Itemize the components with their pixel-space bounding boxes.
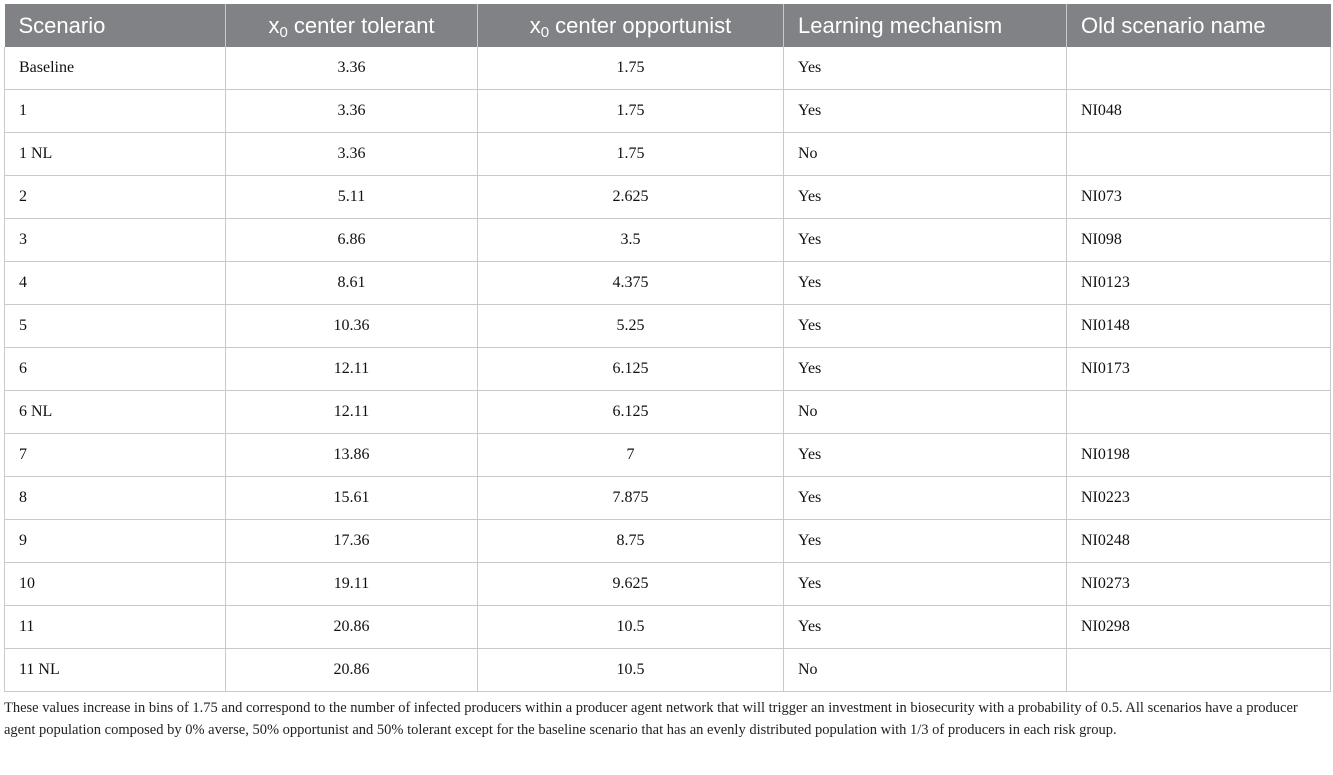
- cell-x0-center-opportunist: 1.75: [478, 133, 784, 176]
- cell-x0-center-tolerant: 6.86: [226, 219, 478, 262]
- cell-scenario: 11: [5, 606, 226, 649]
- cell-x0-center-tolerant: 10.36: [226, 305, 478, 348]
- header-old-scenario-name: Old scenario name: [1067, 4, 1331, 47]
- header-x0-opportunist-subscript: 0: [540, 23, 550, 41]
- cell-scenario: 3: [5, 219, 226, 262]
- cell-scenario: 6 NL: [5, 391, 226, 434]
- header-x0-opportunist-label: center opportunist: [549, 12, 732, 38]
- cell-x0-center-tolerant: 13.86: [226, 434, 478, 477]
- cell-learning-mechanism: Yes: [784, 47, 1067, 90]
- cell-scenario: 9: [5, 520, 226, 563]
- header-x0-center-tolerant: [226, 4, 478, 47]
- cell-old-scenario-name: [1067, 133, 1331, 176]
- cell-x0-center-opportunist: 1.75: [478, 90, 784, 133]
- cell-old-scenario-name: NI0298: [1067, 606, 1331, 649]
- cell-learning-mechanism: Yes: [784, 348, 1067, 391]
- table-row: [5, 434, 1331, 477]
- cell-old-scenario-name: NI0173: [1067, 348, 1331, 391]
- cell-x0-center-tolerant: 15.61: [226, 477, 478, 520]
- cell-x0-center-tolerant: 17.36: [226, 520, 478, 563]
- cell-old-scenario-name: NI0148: [1067, 305, 1331, 348]
- table-row: [5, 133, 1331, 176]
- cell-old-scenario-name: NI0223: [1067, 477, 1331, 520]
- table-body: [5, 47, 1331, 692]
- table-row: [5, 563, 1331, 606]
- header-x0-center-opportunist: [478, 4, 784, 47]
- cell-old-scenario-name: [1067, 47, 1331, 90]
- cell-x0-center-tolerant: 8.61: [226, 262, 478, 305]
- table-row: [5, 176, 1331, 219]
- cell-scenario: 1: [5, 90, 226, 133]
- cell-x0-center-tolerant: 19.11: [226, 563, 478, 606]
- cell-old-scenario-name: NI048: [1067, 90, 1331, 133]
- cell-learning-mechanism: No: [784, 391, 1067, 434]
- cell-learning-mechanism: Yes: [784, 434, 1067, 477]
- cell-x0-center-opportunist: 6.125: [478, 348, 784, 391]
- table-row: [5, 47, 1331, 90]
- cell-scenario: 2: [5, 176, 226, 219]
- table-row: [5, 90, 1331, 133]
- cell-x0-center-tolerant: 20.86: [226, 606, 478, 649]
- table-footnote: These values increase in bins of 1.75 and correspond to the number of infected producers within a producer agent network that will trigger an investment in biosecurity with a probability of 0.5. All scenarios have a producer agent population composed by 0% averse, 50% opportunist and 50% tolerant except for the baseline scenario that has an evenly distributed population with 1/3 of producers in each risk group.: [4, 700, 1298, 738]
- cell-old-scenario-name: NI0198: [1067, 434, 1331, 477]
- cell-scenario: 7: [5, 434, 226, 477]
- table-row: [5, 477, 1331, 520]
- cell-x0-center-opportunist: 2.625: [478, 176, 784, 219]
- cell-x0-center-opportunist: 4.375: [478, 262, 784, 305]
- table-row: [5, 520, 1331, 563]
- cell-x0-center-tolerant: 12.11: [226, 348, 478, 391]
- cell-learning-mechanism: Yes: [784, 563, 1067, 606]
- table-row: [5, 305, 1331, 348]
- header-x0-tolerant-label: center tolerant: [287, 12, 435, 38]
- cell-learning-mechanism: Yes: [784, 262, 1067, 305]
- cell-scenario: 10: [5, 563, 226, 606]
- cell-old-scenario-name: [1067, 649, 1331, 692]
- cell-scenario: 11 NL: [5, 649, 226, 692]
- cell-scenario: 1 NL: [5, 133, 226, 176]
- table-row: [5, 348, 1331, 391]
- cell-x0-center-opportunist: 7: [478, 434, 784, 477]
- cell-scenario: 6: [5, 348, 226, 391]
- cell-x0-center-tolerant: 3.36: [226, 47, 478, 90]
- cell-scenario: 4: [5, 262, 226, 305]
- cell-x0-center-tolerant: 3.36: [226, 90, 478, 133]
- table-container: [4, 4, 1330, 741]
- cell-x0-center-opportunist: 10.5: [478, 606, 784, 649]
- header-learning-mechanism: Learning mechanism: [784, 4, 1067, 47]
- cell-x0-center-opportunist: 1.75: [478, 47, 784, 90]
- cell-learning-mechanism: Yes: [784, 477, 1067, 520]
- cell-old-scenario-name: NI0248: [1067, 520, 1331, 563]
- table-row: [5, 649, 1331, 692]
- cell-x0-center-opportunist: 7.875: [478, 477, 784, 520]
- cell-learning-mechanism: Yes: [784, 90, 1067, 133]
- cell-learning-mechanism: No: [784, 649, 1067, 692]
- cell-learning-mechanism: Yes: [784, 520, 1067, 563]
- cell-x0-center-opportunist: 5.25: [478, 305, 784, 348]
- cell-x0-center-tolerant: 20.86: [226, 649, 478, 692]
- cell-x0-center-opportunist: 10.5: [478, 649, 784, 692]
- header-x0-opportunist-symbol: x: [529, 12, 541, 38]
- table-row: [5, 262, 1331, 305]
- table-row: [5, 219, 1331, 262]
- cell-learning-mechanism: Yes: [784, 305, 1067, 348]
- cell-x0-center-opportunist: 3.5: [478, 219, 784, 262]
- header-row: [5, 4, 1331, 47]
- cell-old-scenario-name: NI073: [1067, 176, 1331, 219]
- scenario-table: [4, 4, 1331, 692]
- cell-x0-center-tolerant: 12.11: [226, 391, 478, 434]
- cell-old-scenario-name: NI098: [1067, 219, 1331, 262]
- header-scenario: Scenario: [5, 4, 226, 47]
- cell-scenario: Baseline: [5, 47, 226, 90]
- cell-learning-mechanism: No: [784, 133, 1067, 176]
- table-row: [5, 606, 1331, 649]
- header-x0-tolerant-subscript: 0: [279, 23, 288, 41]
- cell-x0-center-tolerant: 5.11: [226, 176, 478, 219]
- cell-x0-center-opportunist: 9.625: [478, 563, 784, 606]
- cell-learning-mechanism: Yes: [784, 606, 1067, 649]
- cell-old-scenario-name: NI0123: [1067, 262, 1331, 305]
- cell-old-scenario-name: NI0273: [1067, 563, 1331, 606]
- cell-x0-center-opportunist: 6.125: [478, 391, 784, 434]
- table-header: [5, 4, 1331, 47]
- cell-learning-mechanism: Yes: [784, 219, 1067, 262]
- cell-scenario: 5: [5, 305, 226, 348]
- table-row: [5, 391, 1331, 434]
- cell-x0-center-opportunist: 8.75: [478, 520, 784, 563]
- cell-old-scenario-name: [1067, 391, 1331, 434]
- header-x0-tolerant-symbol: x: [268, 12, 280, 38]
- cell-x0-center-tolerant: 3.36: [226, 133, 478, 176]
- cell-learning-mechanism: Yes: [784, 176, 1067, 219]
- cell-scenario: 8: [5, 477, 226, 520]
